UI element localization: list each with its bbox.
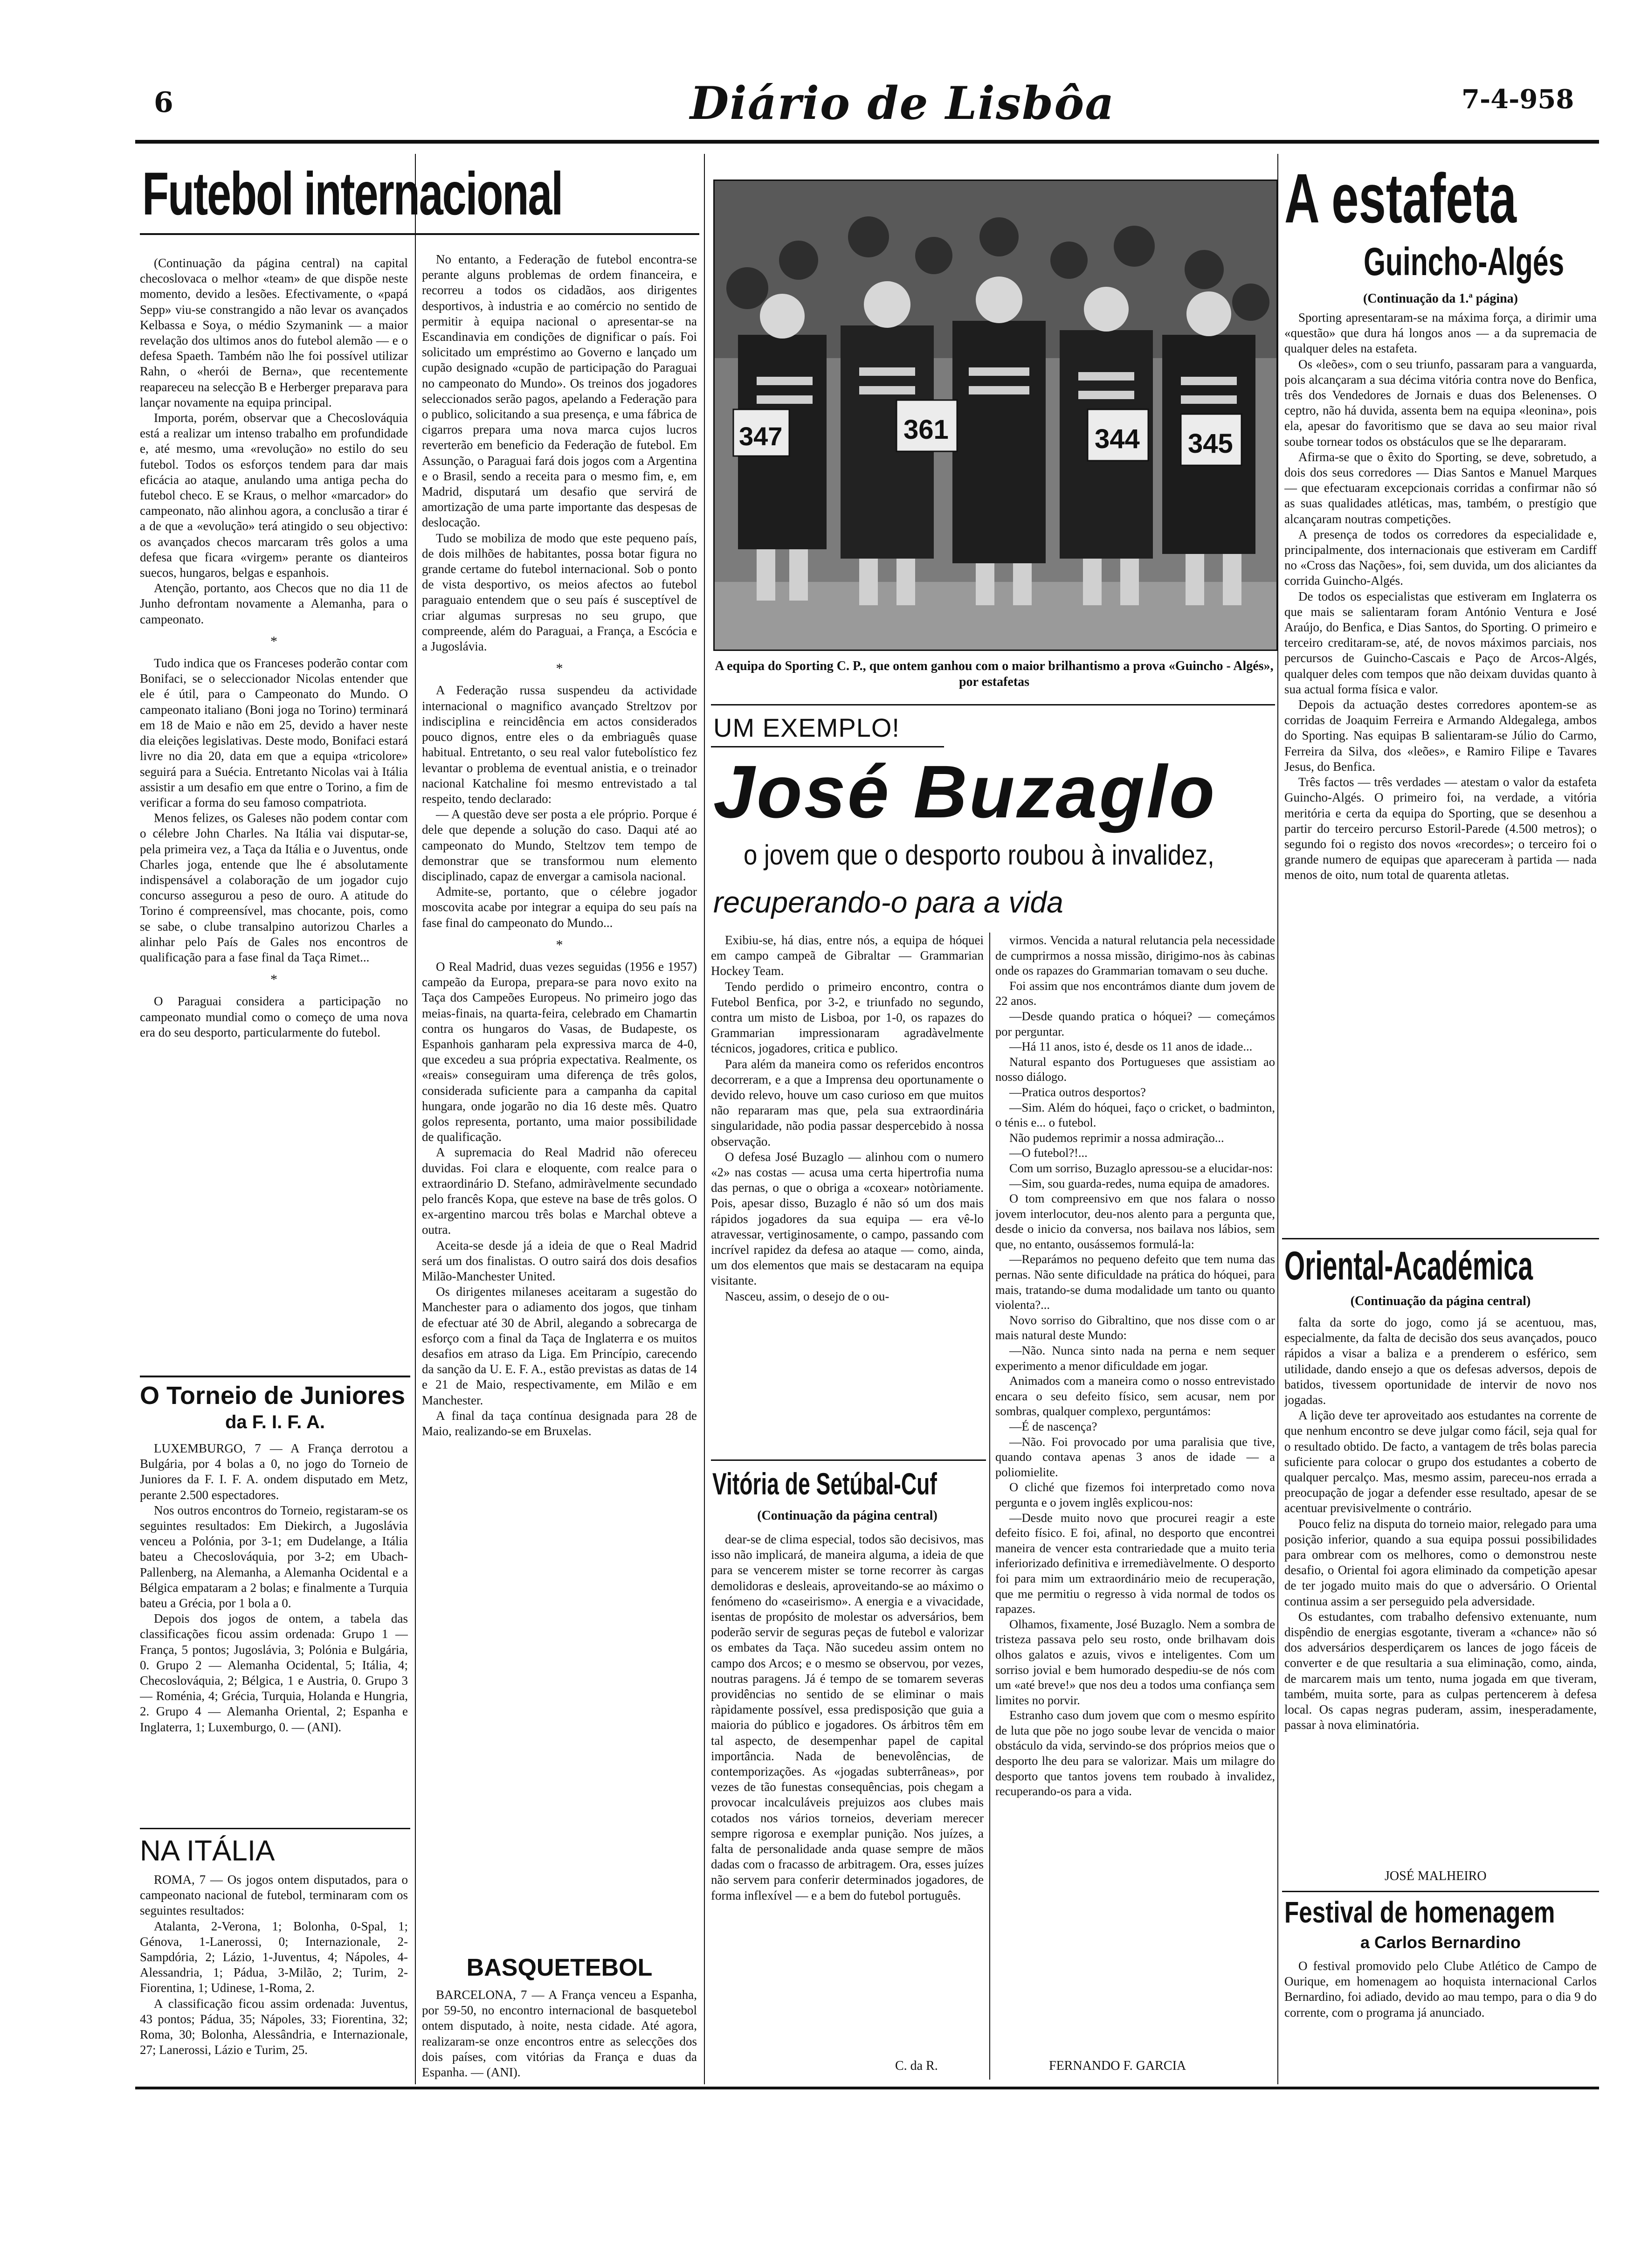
footer-rule xyxy=(135,2087,1599,2089)
section-rule xyxy=(711,704,1275,705)
section-rule xyxy=(140,1828,410,1829)
basquetebol-headline: BASQUETEBOL xyxy=(466,1954,653,1981)
buzaglo-subheadline: o jovem que o desporto roubou à invalidez, xyxy=(744,839,1214,871)
italia-headline: NA ITÁLIA xyxy=(140,1835,275,1867)
estafeta-paragraph: A presença de todos os corredores da especialidade e, principalmente, dos internacionais que estiveram em Cardiff no «Cross das Nações», foi, sem duvida, um dos aliciantes da corrida Guincho-Algés. xyxy=(1284,527,1597,588)
italia-paragraph: Atalanta, 2-Verona, 1; Bolonha, 0-Spal, 1; Génova, 1-Lanerossi, 0; Internazionale, 2-Sampdória, 2; Lázio, 1-Juventus, 4; Nápoles, 4-Alessandria, 1; Pádua, 3-Milão, 2; Turim, 2-Fiorentina, 1; Udinese, 1-Roma, 2. xyxy=(140,1919,408,1995)
buzaglo-paragraph: Natural espanto dos Portugueses que assistiam ao nosso diálogo. xyxy=(995,1054,1275,1084)
futebol-paragraph: Tudo indica que os Franceses poderão contar com Bonifaci, se o seleccionador Nicolas entender que ele é útil, para o Campeonato do Mundo. O campeonato italiano (Boni joga no Torino) terminará em 18 de Maio e não em 25, devido a haver neste dia eleições legislativas. Deste modo, Bonifaci estará livre no dia 20, data em que a equipa «tricolore» seguirá para a Suécia. Entretanto Nicolas vai à Itália assistir a um desafio em que entre o Torino, a fim de verificar a forma do seu famoso compatriota. xyxy=(140,656,408,809)
sporting-team-photo xyxy=(713,180,1278,651)
section-rule xyxy=(140,1376,410,1377)
buzaglo-paragraph: Para além da maneira como os referidos encontros decorreram, e a que a Imprensa deu oportunamente o devido relevo, houve um caso curioso em que muitos não repararam mas que, pela sua extraordinária singularidade, não podia passar despercebido à nossa observação. xyxy=(711,1057,984,1148)
futebol-column-1 xyxy=(140,256,408,1370)
futebol-paragraph: Os dirigentes milaneses aceitaram a sugestão do Manchester para o adiamento dos jogos, que tinham de efectuar até 30 de Abril, alegando a sobrecarga de esforço com a final da Taça de Inglaterra e os muitos desafios em atraso da Liga. Em Princípio, carecendo da sanção da U. E. F. A., estão previstas as datas de 14 e 21 de Maio, respectivamente, em Milão e em Manchester. xyxy=(422,1285,697,1407)
vitoria-subhead: (Continuação da página central) xyxy=(757,1508,938,1523)
futebol-paragraph: A Federação russa suspendeu da actividade internacional o magnifico avançado Streltzov por indisciplina e reincidência em actos considerados pouco dignos, entre eles o da embriaguês quase habitual. Entretanto, o seu real valor futebolístico fez levantar o problema de eventual anistia, e o treinador nacional Katchaline foi mesmo entrevistado a tal respeito, tendo declarado: xyxy=(422,683,697,806)
buzaglo-paragraph: —É de nascença? xyxy=(1009,1419,1097,1433)
festival-column xyxy=(1284,1958,1597,2080)
column-divider xyxy=(415,154,416,2084)
torneio-paragraph: Depois dos jogos de ontem, a tabela das classificações ficou assim ordenada: Grupo 1 — França, 5 pontos; Jugoslávia, 3; Polónia e Bulgária, 0. Grupo 2 — Alemanha Ocidental, 5; Itália, 4; Checoslováquia, 2; Bélgica, 1 e Austria, 0. Grupo 3 — Roménia, 4; Grécia, Turquia, Holanda e Hungria, 2. Grupo 4 — Alemanha Oriental, 2; Espanha e Inglaterra, 1; Luxemburgo, 0. — (ANI). xyxy=(140,1611,408,1734)
futebol-paragraph: A supremacia do Real Madrid não ofereceu duvidas. Foi clara e eloquente, com realce para o extraordinário D. Stefano, admiràvelmente secundado pelo francês Kopa, que esteve na base de três golos. O ex-argentino marcou três bolas e Marchal obteve a outra. xyxy=(422,1145,697,1237)
buzaglo-paragraph: —Sim, sou guarda-redes, numa equipa de amadores. xyxy=(1009,1176,1270,1190)
buzaglo-paragraph: Novo sorriso do Gibraltino, que nos disse com o ar mais natural deste Mundo: xyxy=(995,1313,1275,1342)
buzaglo-paragraph: Foi assim que nos encontrámos diante dum jovem de 22 anos. xyxy=(995,978,1275,1008)
italia-column xyxy=(140,1872,408,2084)
buzaglo-paragraph: Com um sorriso, Buzaglo apressou-se a elucidar-nos: xyxy=(1009,1161,1273,1175)
buzaglo-paragraph: —Não. Foi provocado por uma paralisia que tive, quando contava apenas 3 anos de idade — a poliomielite. xyxy=(995,1434,1275,1479)
photo-caption: A equipa do Sporting C. P., que ontem ganhou com o maior brilhantismo a prova «Guincho - Algés», por estafetas xyxy=(715,659,1274,689)
estafeta-paragraph: Sporting apresentaram-se na máxima força, a dirimir uma «questão» que dura há longos anos — a da supremacia de qualquer deles na estafeta. xyxy=(1284,311,1597,356)
buzaglo-column-a xyxy=(711,933,984,1457)
runner-bib: 361 xyxy=(903,415,949,445)
buzaglo-subheadline-2: recuperando-o para a vida xyxy=(713,885,1063,919)
buzaglo-column-b xyxy=(995,933,1275,2052)
headline-rule xyxy=(140,233,699,235)
futebol-paragraph: Menos felizes, os Galeses não podem contar com o célebre John Charles. Na Itália vai disputar-se, pela primeira vez, a Taça da Itália e o Juventus, onde Charles joga, entende que lhe é absolutamente indispensável a colaboração de um jogador cujo concurso assegurou a peso de ouro. A atitude do Torino é compreensível, mas chocante, pois, como se sabe, o clube transalpino autorizou Charles a alinhar pelo País de Gales nos encontros de qualificação para a fase final da Taça Rimet... xyxy=(140,811,408,964)
futebol-paragraph: Importa, porém, observar que a Checoslováquia está a realizar um intenso trabalho em profundidade e, até mesmo, uma «revolução» no estilo do seu futebol. Todos os esforços tendem para dar mais eficácia ao ataque, anulando uma antiga pecha do futebol checo. E se Kraus, o melhor «marcador» do campeonato, não alinhou agora, a conclusão a tirar é a de que a «evolução» terá atingido o seu objectivo: os avançados checos marcaram três golos a uma defesa que ficara «virgem» perante os dianteiros suecos, hungaros, belgas e espanhois. xyxy=(140,411,408,580)
section-star: * xyxy=(556,661,563,677)
buzaglo-paragraph: O cliché que fizemos foi interpretado como nova pergunta e o jovem inglês explicou-nos: xyxy=(995,1480,1275,1509)
futebol-paragraph: Tudo se mobiliza de modo que este pequeno país, de dois milhões de habitantes, possa botar figura no grande certame do futebol internacional. Sob o ponto de vista desportivo, os meios afectos ao futebol paraguaio entendem que o seu país é susceptível de criar algumas surpresas no seu grupo, que compreende, além do Paraguai, a França, a Escócia e a Jugoslávia. xyxy=(422,531,697,654)
festival-subheadline: a Carlos Bernardino xyxy=(1360,1933,1521,1952)
futebol-paragraph: A final da taça contínua designada para 28 de Maio, realizando-se em Bruxelas. xyxy=(422,1408,697,1438)
torneio-subhead: da F. I. F. A. xyxy=(225,1412,325,1432)
estafeta-paragraph: Os «leões», com o seu triunfo, passaram para a vanguarda, pois alcançaram a sua décima vitória contra nove do Benfica, três dos Vendedores de Jornais e duas dos Belenenses. O ceptro, não há duvida, assenta bem na equipa «leonina», pois ela, apesar do favoritismo que se dava ao seu maior rival soube tornear todos os obstáculos que se lhe depararam. xyxy=(1284,357,1597,449)
buzaglo-paragraph: —Não. Nunca sinto nada na perna e nem sequer experimento a menor dificuldade em jogar. xyxy=(995,1343,1275,1373)
futebol-paragraph: Admite-se, portanto, que o célebre jogador moscovita acabe por integrar a equipa do seu país na fase final do campeonato do Mundo... xyxy=(422,885,697,930)
buzaglo-paragraph: —Desde muito novo que procurei reagir a este defeito físico. E foi, afinal, no desporto que encontrei maneira de vencer esta contrariedade que a muito teria inferiorizado definitiva e irremediàvelmente. O desporto foi para mim um extraordinário meio de recuperação, que me permitiu o regresso à vida normal de todos os rapazes. xyxy=(995,1510,1275,1616)
buzaglo-paragraph: Tendo perdido o primeiro encontro, contra o Futebol Benfica, por 3-2, e triunfado no segundo, contra um misto de Lisboa, por 1-0, os rapazes do Grammarian impressionaram agradàvelmente técnicos, jogadores, critica e publico. xyxy=(711,979,984,1056)
column-divider xyxy=(704,154,705,2084)
torneio-column xyxy=(140,1441,408,1823)
torneio-paragraph: Nos outros encontros do Torneio, registaram-se os seguintes resultados: Em Diekirch, a Jugoslávia venceu a Polónia, por 3-1; em Dudelange, a Itália bateu a Checoslováquia, por 3-2; em Ubach-Pallenberg, na Alemanha, a Alemanha Ocidental e a Bélgica empataram a 2 bolas; e finalmente a Turquia bateu a Grécia, por 1 bola a 0. xyxy=(140,1503,408,1611)
buzaglo-headline: José Buzaglo xyxy=(713,750,1217,833)
estafeta-headline: A estafeta xyxy=(1284,159,1517,237)
estafeta-subhead: (Continuação da 1.ª página) xyxy=(1363,291,1518,306)
runner-bib: 347 xyxy=(739,422,783,451)
buzaglo-paragraph: Exibiu-se, há dias, entre nós, a equipa de hóquei em campo campeã de Gibraltar — Grammarian Hockey Team. xyxy=(711,933,984,978)
basquetebol-paragraph: BARCELONA, 7 — A França venceu a Espanha, por 59-50, no encontro internacional de basquetebol ontem disputado, à noite, nesta cidade. Até agora, realizaram-se onze encontros entre as selecções dos dois países, com vitórias da França e duas da Espanha. — (ANI). xyxy=(422,1988,697,2080)
vitoria-paragraph: dear-se de clima especial, todos são decisivos, mas isso não implicará, de maneira alguma, a ideia de que para se vencerem mister se torne recorrer às cargas demolidoras e desleais, aproveitando-se ao máximo o fenómeno do «caseirismo». A energia e a vivacidade, isentas de propósito de molestar os adversários, bem poderão servir de seguras peças de futebol e valorizar os embates da Taça. Não sucedeu assim ontem no campo dos Arcos; e o mesmo se observou, por vezes, noutras paragens. Já é tempo de se tomarem severas providências no sentido de se eliminar o mais ràpidamente possível, essa predisposição que guia a maioria do público e jogadores. Os árbitros têm em tal aspecto, de desempenhar papel de capital importância. Nada de benevolências, de contemporizações. As «jogadas subterrâneas», por vezes de tão funestas consequências, pois chegam a provocar incalculáveis prejuizos aos clubes mais cotados nos vários torneios, deveriam merecer sempre rigorosa e exemplar punição. Nos juízes, a falta de personalidade anda quase sempre de mãos dadas com o fracasso de arbitragem. Ora, esses juízes não servem para conferir determinados jogadores, de forma inflexível — e a bem do futebol português. xyxy=(711,1532,984,1902)
section-rule xyxy=(711,1459,986,1461)
futebol-paragraph: O Real Madrid, duas vezes seguidas (1956 e 1957) campeão da Europa, prepara-se para novo exito na Taça dos Campeões Europeus. No primeiro jogo das meias-finais, na quarta-feira, celebrado em Chamartin contra os hungaros do Vasas, de Budapeste, os Espanhois ganharam pela expressiva marca de 4-0, que excedeu a sua própria expectativa. Realmente, os «reais» conseguiram uma diferença de três golos, considerada suficiente para a campanha da capital hungara, onde jogarão no dia 16 deste mês. Quatro golos representa, portanto, uma maior possibilidade de qualificação. xyxy=(422,959,697,1144)
buzaglo-paragraph: virmos. Vencida a natural relutancia pela necessidade de cumprirmos a nossa missão, dirigimo-nos às cabinas onde os rapazes do Grammarian tomavam o seu duche. xyxy=(995,933,1275,978)
futebol-column-2 xyxy=(422,252,697,1949)
buzaglo-paragraph: —Sim. Além do hóquei, faço o cricket, o badminton, o ténis e... o futebol. xyxy=(995,1100,1275,1130)
buzaglo-paragraph: O tom compreensivo em que nos falara o nosso jovem interlocutor, deu-nos alento para a pergunta que, desde o inicio da conversa, nos bailava nos lábios, sem que, no entanto, ousássemos formulá-la: xyxy=(995,1191,1275,1251)
oriental-byline: JOSÉ MALHEIRO xyxy=(1385,1869,1487,1883)
futebol-paragraph: Atenção, portanto, aos Checos que no dia 11 de Junho defrontam novamente a Alemanha, para o campeonato. xyxy=(140,581,408,626)
buzaglo-paragraph: —Reparámos no pequeno defeito que tem numa das pernas. Não sente dificuldade na prática do hóquei, para mais, tratando-se duma modalidade um tanto ou quanto violenta?... xyxy=(995,1252,1275,1312)
futebol-headline: Futebol internacional xyxy=(142,159,563,228)
buzaglo-paragraph: —Pratica outros desportos? xyxy=(1009,1085,1146,1099)
oriental-paragraph: Os estudantes, com trabalho defensivo extenuante, num dispêndio de energias esgotante, tiveram a «chance» não só dos adversários desperdiçarem os lances de jogo fáceis de converter e de que resultaria a sua eliminação, como, ainda, de marcarem mais um tento, numa jogada em que tiveram, também, muita sorte, para as culpas pertencerem à defesa local. Os capas negras puderam, assim, inesperadamente, passar à nova eliminatória. xyxy=(1284,1609,1597,1732)
festival-paragraph: O festival promovido pelo Clube Atlético de Campo de Ourique, em homenagem ao hoquista internacional Carlos Bernardino, foi adiado, devido ao mau tempo, para o dia 9 do corrente, com o programa já anunciado. xyxy=(1284,1959,1597,2019)
runner-bib: 344 xyxy=(1095,424,1140,454)
buzaglo-byline: FERNANDO F. GARCIA xyxy=(1049,2059,1186,2073)
page-number: 6 xyxy=(154,86,173,119)
estafeta-paragraph: Afirma-se que o êxito do Sporting, se deve, sobretudo, a dois dos seus corredores — Dias Santos e Manuel Marques — que efectuaram excepcionais corridas a confirmar não só as suas qualidades atléticas, mas, também, o prestígio que alcançaram noutras competições. xyxy=(1284,449,1597,526)
buzaglo-paragraph: —O futebol?!... xyxy=(1009,1146,1088,1160)
torneio-paragraph: LUXEMBURGO, 7 — A França derrotou a Bulgária, por 4 bolas a 0, no jogo do Torneio de Juniores da F. I. F. A. ondem disputado em Metz, perante 2.500 espectadores. xyxy=(140,1441,408,1502)
estafeta-paragraph: Depois da actuação destes corredores apontem-se as corridas de Joaquim Ferreira e Armando Aldegalega, ambos do Sporting. Nas equipas B salientaram-se Júlio do Carmo, Ferreira da Silva, dos «leões», e Ramiro Filipe e Tavares Jesus, do Benfica. xyxy=(1284,698,1597,774)
futebol-paragraph: No entanto, a Federação de futebol encontra-se perante alguns problemas de ordem financeira, e recorreu a todos os cidadãos, aos dirigentes desportivos, à industria e ao comércio no sentido de permitir à equipa nacional o apresentar-se na Escandinavia em condições de dignificar o país. Foi solicitado um empréstimo ao Governo e lançado um cupão designado «cupão de participação do Paraguai no campeonato do Mundo». Os treinos dos jogadores seleccionados serão pagos, apelando a Federação para o publico, solicitando a sua presença, e uma fábrica de cigarros prepara uma nova marca cujos lucros reverterão em beneficio da Federação de futebol. Em Assunção, o Paraguai fará dois jogos com a Argentina e o Brasil, sendo a receita para o mesmo fim, e, em Madrid, disputará um desafio que servirá de amortização de uma parte importante das despesas de deslocação. xyxy=(422,252,697,530)
estafeta-paragraph: Três factos — três verdades — atestam o valor da estafeta Guincho-Algés. O primeiro foi, na verdade, a vitória meritória e certa da equipa do Sporting, que se desenhou a partir do terceiro percurso Estoril-Parede (4.500 metros); o segundo foi o registo dos novos «recordes»; o terceiro foi o grande numero de equipas que apareceram à partida — nada menos de oito, num total de quarenta atletas. xyxy=(1284,775,1597,882)
oriental-paragraph: A lição deve ter aproveitado aos estudantes na corrente de que nenhum encontro se deve julgar como fácil, seja qual for o resultado obtido. De facto, a vantagem de três bolas parecia suficiente para colocar o grupo dos estudantes a coberto de qualquer percalço. Mas, mesmo assim, pareceu-nos errada a preocupação de jogar a defender esse resultado, apesar de se acentuar previsivelmente o contrário. xyxy=(1284,1408,1597,1515)
futebol-paragraph: — A questão deve ser posta a ele próprio. Porque é dele que depende a solução do caso. Daqui até ao campeonato do Mundo, Steltzov tem tempo de demonstrar que se transformou num elemento disciplinado, capaz de envergar a camisola nacional. xyxy=(422,807,697,883)
buzaglo-paragraph: Nasceu, assim, o desejo de o ou- xyxy=(725,1289,889,1303)
kicker-rule xyxy=(711,746,944,747)
buzaglo-paragraph: —Há 11 anos, isto é, desde os 11 anos de idade... xyxy=(1009,1039,1253,1054)
section-rule xyxy=(1282,1891,1599,1892)
section-rule xyxy=(1282,1238,1599,1239)
vitoria-byline: C. da R. xyxy=(895,2059,938,2073)
buzaglo-paragraph: O defesa José Buzaglo — alinhou com o numero «2» nas costas — acusa uma certa hipertrofia numa das pernas, o que o obriga a «coxear» notòriamente. Pois, apesar disso, Buzaglo é não só um dos mais rápidos jogadores da sua equipa — era vê-lo atravessar, vertiginosamente, o campo, passando com incrível rapidez da defesa ao ataque — como, ainda, um dos elementos que mais se destacaram na equipa visitante. xyxy=(711,1149,984,1288)
basquetebol-column xyxy=(422,1987,697,2083)
section-star: * xyxy=(270,972,277,988)
oriental-headline: Oriental-Académica xyxy=(1284,1244,1533,1288)
italia-paragraph: A classificação ficou assim ordenada: Juventus, 43 pontos; Pádua, 35; Nápoles, 33; Fiorentina, 32; Roma, 30; Bolonha, Alessândria, e Internazionale, 27; Lanerossi, Lázio e Turim, 25. xyxy=(140,1996,408,2057)
estafeta-column xyxy=(1284,310,1597,1236)
buzaglo-paragraph: Estranho caso dum jovem que com o mesmo espírito de luta que põe no jogo soube levar de vencida o maior obstáculo da vida, servindo-se dos próprios meios que o desporto lhe deu para se valorizar. Mais um milagre do desporto que tantos jovens tem roubado à invalidez, recuperando-os para a vida. xyxy=(995,1708,1275,1798)
buzaglo-paragraph: Olhamos, fixamente, José Buzaglo. Nem a sombra de tristeza passava pelo seu rosto, onde brilhavam dois olhos galatos e azuis, vivos e inteligentes. Com um sorriso jovial e bem humorado despediu-se de nós com um «até breve!» que nos deu a todos uma confiança sem limites no porvir. xyxy=(995,1617,1275,1707)
section-star: * xyxy=(556,937,563,953)
section-star: * xyxy=(270,633,277,649)
oriental-paragraph: falta da sorte do jogo, como já se acentuou, mas, especialmente, da falta de decisão dos seus avançados, pouco rápidos a visar a baliza e a prenderem o esférico, sem utilidade, dando ensejo a que os defesas adversos, depois de batidos, tivessem oportunidade de intervir de novo nos jogadas. xyxy=(1284,1315,1597,1407)
buzaglo-paragraph: Animados com a maneira como o nosso entrevistado encara o seu defeito físico, sem acusar, nem por sombras, qualquer complexo, perguntámos: xyxy=(995,1374,1275,1418)
vitoria-headline: Vitória de Setúbal-Cuf xyxy=(712,1466,937,1501)
oriental-paragraph: Pouco feliz na disputa do torneio maior, relegado para uma posição inferior, quando a sua equipa possui possibilidades para ombrear com os melhores, como o demonstrou neste desafio, o Oriental foi agora eliminado da competição apesar de ter jogado muito mais do que o adversário. O Oriental continua assim a ser perseguido pela adversidade. xyxy=(1284,1516,1597,1608)
futebol-paragraph: O Paraguai considera a participação no campeonato mundial como o começo de uma nova era do seu desporto, particularmente do futebol. xyxy=(140,994,408,1039)
futebol-paragraph: (Continuação da página central) na capital checoslovaca o melhor «team» de que dispõe neste momento, devido a lesões. Efectivamente, o «papá Sepp» viu-se constrangido a não levar os avançados Kelbassa e Soya, o médio Szymanink — a maior revelação dos ultimos anos do futebol alemão — e o defesa Spaeth. Também não lhe foi possível utilizar Rahn, o «herói de Berna», que recentemente reapareceu na selecção B e Herberger preparava para lançar novamente na equipa principal. xyxy=(140,256,408,409)
futebol-paragraph: Aceita-se desde já a ideia de que o Real Madrid será um dos finalistas. O outro sairá dos dois desafios Milão-Manchester United. xyxy=(422,1238,697,1283)
column-divider xyxy=(989,933,990,2080)
header-rule xyxy=(135,140,1599,144)
festival-headline: Festival de homenagem xyxy=(1284,1895,1555,1929)
torneio-headline: O Torneio de Juniores xyxy=(140,1382,406,1410)
buzaglo-paragraph: Não pudemos reprimir a nossa admiração... xyxy=(1009,1130,1224,1145)
runner-bib: 345 xyxy=(1188,429,1233,459)
buzaglo-kicker: UM EXEMPLO! xyxy=(713,713,900,742)
estafeta-subheadline: Guincho-Algés xyxy=(1364,240,1565,284)
oriental-subhead: (Continuação da página central) xyxy=(1350,1294,1531,1308)
oriental-column xyxy=(1284,1315,1597,1865)
estafeta-paragraph: De todos os especialistas que estiveram em Inglaterra os que mais se salientaram foram António Ventura e José Araújo, do Benfica, e Dias Santos, do Sporting. O primeiro e terceiro creditaram-se, até, de novos máximos parciais, nos percursos de Guincho-Cascais e Paço de Arcos-Algés, qualquer deles com tempos que não deixam duvidas quanto à sua actual forma física e valor. xyxy=(1284,589,1597,696)
vitoria-column xyxy=(711,1532,984,2054)
issue-date: 7-4-958 xyxy=(1462,84,1574,115)
photo-illustration xyxy=(715,181,1276,650)
newspaper-masthead: Diário de Lisbôa xyxy=(690,77,1115,130)
buzaglo-paragraph: —Desde quando pratica o hóquei? — começámos por perguntar. xyxy=(995,1009,1275,1038)
italia-paragraph: ROMA, 7 — Os jogos ontem disputados, para o campeonato nacional de futebol, terminaram com os seguintes resultados: xyxy=(140,1873,408,1918)
